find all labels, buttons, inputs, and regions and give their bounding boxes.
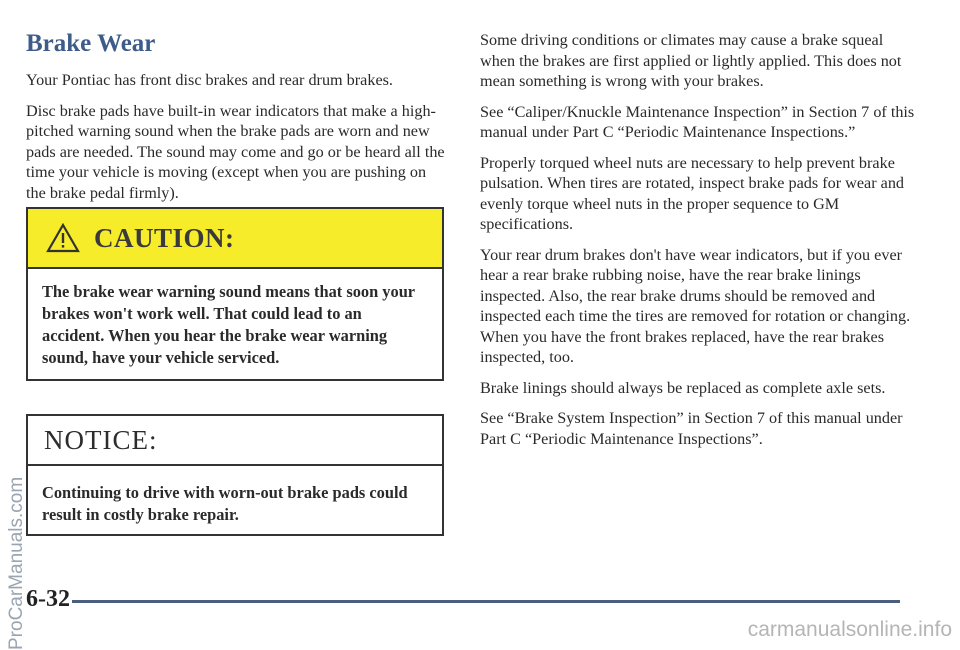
page-number: 6-32: [26, 586, 70, 612]
section-title: Brake Wear: [26, 30, 156, 57]
warning-triangle-icon: [46, 223, 80, 253]
caution-header: [28, 209, 442, 269]
notice-label: NOTICE:: [44, 424, 158, 455]
rear-drum-paragraph: Your rear drum brakes don't have wear indicators, but if you ever hear a rear brake rubbing noise, have the rear brake linings inspected. Also, the rear brake drums should be removed and inspected each time the tires are removed for rotation or changing. When you have the front brakes replaced, have the rear brakes inspected, too.: [480, 245, 911, 366]
right-column: [480, 30, 920, 459]
brake-squeal-paragraph: Some driving conditions or climates may cause a brake squeal when the brakes are first applied or lightly applied. This does not mean something is wrong with your brakes.: [480, 31, 902, 90]
intro-paragraph: Your Pontiac has front disc brakes and rear drum brakes.: [26, 71, 393, 89]
notice-text: Continuing to drive with worn-out brake pads could result in costly brake repair.: [42, 483, 408, 524]
watermark-bottom: carmanualsonline.info: [747, 618, 952, 641]
caution-box: [26, 207, 444, 381]
caliper-reference-paragraph: See “Caliper/Knuckle Maintenance Inspection” in Section 7 of this manual under Part C “Periodic Maintenance Inspections.”: [480, 102, 915, 141]
footer-rule: [72, 600, 900, 603]
brake-system-reference-paragraph: See “Brake System Inspection” in Section 7 of this manual under Part C “Periodic Maintenance Inspections”.: [480, 409, 903, 448]
caution-label: CAUTION:: [94, 222, 235, 253]
caution-text: The brake wear warning sound means that soon your brakes won't work well. That could lead to an accident. When you hear the brake wear warning sound, have your vehicle serviced.: [42, 282, 415, 367]
notice-header: [28, 416, 442, 466]
watermark-left: [2, 150, 27, 650]
left-column: [26, 30, 446, 213]
notice-box: [26, 414, 444, 536]
axle-sets-paragraph: Brake linings should always be replaced as complete axle sets.: [480, 378, 886, 397]
wear-indicator-paragraph: Disc brake pads have built-in wear indicators that make a high-pitched warning sound when the brake pads are worn and new pads are needed. The sound may come and go or be heard all the time your vehicle is moving (except when you are pushing on the brake pedal firmly).: [26, 101, 445, 202]
wheel-nuts-paragraph: Properly torqued wheel nuts are necessary to help prevent brake pulsation. When tires are rotated, inspect brake pads for wear and evenly torque wheel nuts in the proper sequence to GM specifications.: [480, 153, 905, 233]
watermark-left-text: ProCarManuals.com: [6, 476, 27, 650]
